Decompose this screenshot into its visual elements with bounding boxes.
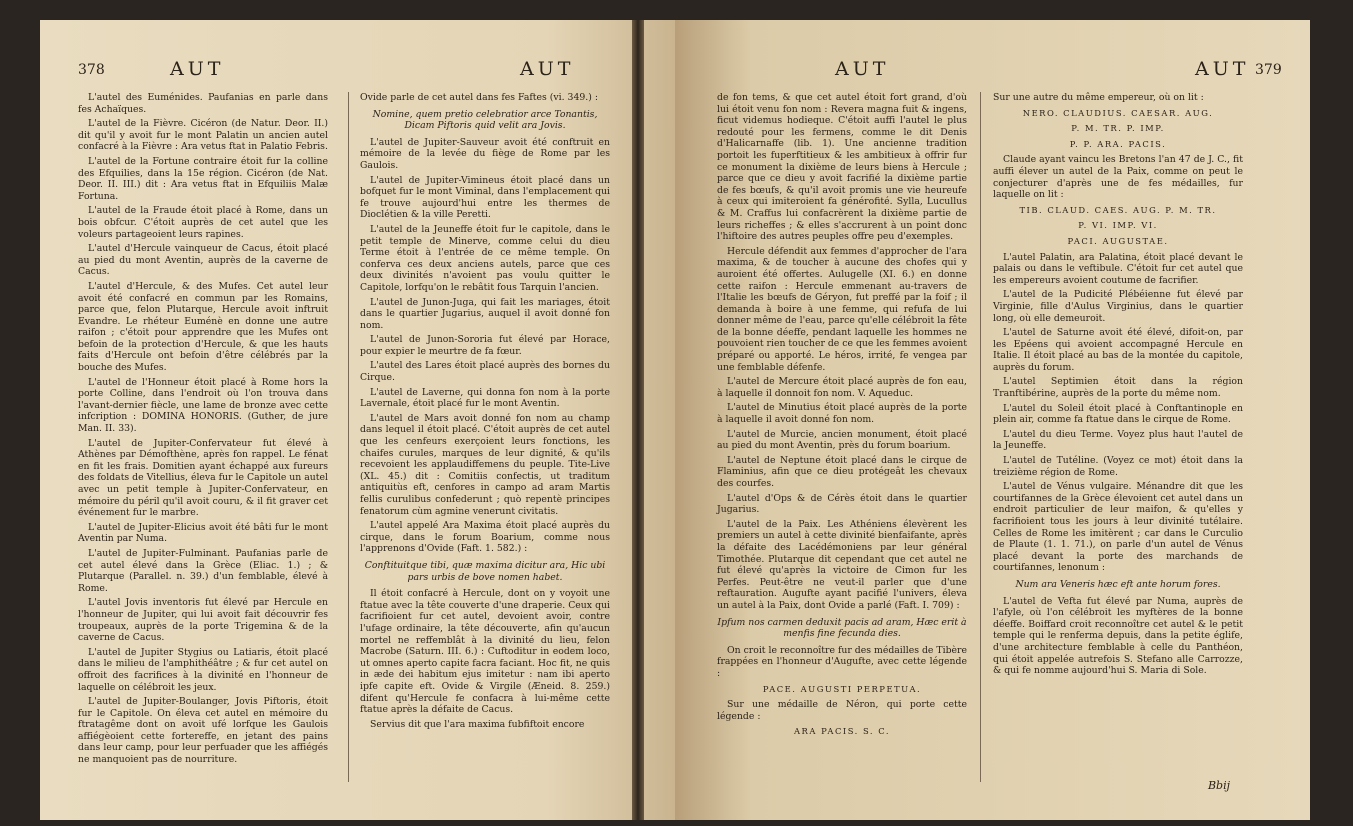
paragraph: L'autel des Euménides. Paufanias en parle dans fes Achaïques. (78, 92, 328, 115)
book-spread (40, 20, 1310, 820)
paragraph: Servius dit que l'ara maxima fubfiftoit encore (370, 718, 585, 730)
paragraph: L'autel Palatin, ara Palatina, étoit placé devant le palais ou dans le veftibule. C'étoit fur cet autel que les empereurs avoient coutume de facrifier. (993, 251, 1243, 286)
paragraph: de fon tems, & que cet autel étoit fort grand, d'où lui étoit venu fon nom : Revera magna fuit & ingens, ficut videmus hodieque. C'étoit auffi l'autel le plus redouté pour les fermens, comme le dit Denis d'Halicarnaffe (lib. 1). Une ancienne tradition portoit les fuperftitieux & les ambitieux à offrir fur ce monument la dixième de leurs biens à Hercule ; parce que ce dieu y avoit facrifié la dixième partie de fes bœufs, & qu'il avoit promis une vie heureufe à ceux qui imiteroient fa générofité. Sylla, Lucullus & M. Craffus lui confacrèrent la dixième partie de leurs richeffes ; & elles s'accrurent à un point donc l'hiftoire des autres peuples offre peu d'exemples. (717, 92, 967, 243)
paragraph: L'autel de la Fièvre. Cicéron (de Natur. Deor. II.) dit qu'il y avoit fur le mont Palatin un ancien autel confacré à la Fièvre : Ara vetus ftat in Palatio Febris. (78, 118, 328, 153)
verse-quote: Conftituitque tibi, quæ maxima dicitur ara, Hic ubi pars urbis de bove nomen habet. (364, 559, 606, 583)
paragraph: L'autel de Neptune étoit placé dans le cirque de Flaminius, afin que ce dieu protégeât les chevaux des courfes. (717, 454, 967, 489)
inscription: P. M. TR. P. IMP. (1071, 123, 1165, 134)
book-gutter (632, 20, 644, 820)
column-rule (980, 92, 981, 782)
running-head-word: AUT (1195, 58, 1250, 80)
inscription: TIB. CLAUD. CAES. AUG. P. M. TR. (1019, 204, 1217, 215)
paragraph: On croit le reconnoître fur des médailles de Tibère frappées en l'honneur d'Augufte, avec cette légende : (717, 644, 967, 679)
paragraph: L'autel de Jupiter-Vimineus étoit placé dans un bofquet fur le mont Viminal, dans l'emplacement qui fe trouve aujourd'hui entre les thermes de Dioclétien & la ville Peretti. (360, 174, 610, 221)
paragraph: L'autel d'Hercule vainqueur de Cacus, étoit placé au pied du mont Aventin, auprès de la caverne de Cacus. (78, 243, 328, 278)
paragraph: L'autel de la Paix. Les Athéniens élevèrent les premiers un autel à cette divinité bienfaifante, après la défaite des Lacédémoniens par leur général Timothée. Plutarque dit cependant que cet autel ne fut élevé qu'après la victoire de Cimon fur les Perfes. Peut-être ne veut-il parler que d'une reftauration. Augufte ayant pacifié l'univers, éleva un autel à la Paix, dont Ovide a parlé (Faft. I. 709) : (717, 518, 967, 611)
text-column (78, 92, 328, 769)
paragraph: L'autel de Minutius étoit placé auprès de la porte à laquelle il avoit donné fon nom. (717, 402, 967, 426)
signature-mark: Bbij (1207, 779, 1230, 792)
paragraph: L'autel de Vefta fut élevé par Numa, auprès de l'afyle, où l'on célébroit les myftères de la bonne déeffe. Boiffard croit reconnoître cet autel & le petit temple qui le renferma depuis, dans la petite églife, d'une architecture femblable à celle du Panthéon, qui étoit appelée autrefois S. Stefano alle Carrozze, & qui fe nomme aujourd'hui S. Maria di Sole. (993, 595, 1243, 677)
running-head-word: AUT (520, 58, 575, 80)
text-column (717, 92, 967, 742)
left-page (40, 20, 675, 820)
paragraph: Hercule défendit aux femmes d'approcher de l'ara maxima, & de toucher à aucune des chofes qui y auroient été offertes. Aulugelle (XI. 6.) en donne cette raifon : Hercule emmenant au-travers de l'Italie les bœufs de Géryon, fut preffé par la foif ; il demanda à boire à une femme, qui refufa de lui donner même de l'eau, parce qu'elle célébroit la fête de la bonne déeffe, pendant laquelle les hommes ne pouvoient rien toucher de ce que les femmes avoient préparé ou apporté. Le héros, irrité, fe vengea par une femblable défenfe. (717, 245, 967, 373)
paragraph: L'autel de Jupiter-Confervateur fut élevé à Athènes par Démofthène, après fon rappel. Le fénat en fit les frais. Domitien ayant échappé aux fureurs des foldats de Vitellius, éleva fur le Capitole un autel avec un petit temple à Jupiter-Confervateur, en mémoire du péril qu'il avoit couru, & il fit graver cet événement fur le marbre. (78, 437, 328, 519)
inscription: NERO. CLAUDIUS. CAESAR. AUG. (1022, 107, 1214, 118)
paragraph: L'autel de Murcie, ancien monument, étoit placé au pied du mont Aventin, près du forum boarium. (717, 428, 967, 452)
text-column (993, 92, 1243, 680)
paragraph: L'autel de Tutéline. (Voyez ce mot) étoit dans la treizième région de Rome. (993, 455, 1243, 478)
inscription: P. P. ARA. PACIS. (1069, 138, 1167, 149)
paragraph: Sur une médaille de Néron, qui porte cette légende : (717, 699, 967, 722)
paragraph: L'autel d'Ops & de Cérès étoit dans le quartier Jugarius. (717, 492, 967, 516)
paragraph: L'autel de Jupiter-Sauveur avoit été conftruit en mémoire de la levée du fiège de Rome par les Gaulois. (360, 136, 610, 171)
paragraph: Ovide parle de cet autel dans fes Faftes (vi. 349.) : (360, 92, 598, 103)
running-head (40, 58, 675, 88)
right-page (675, 20, 1310, 820)
inscription: P. VI. IMP. VI. (1078, 220, 1158, 231)
paragraph: L'autel de l'Honneur étoit placé à Rome hors la porte Colline, dans l'endroit où l'on trouva dans l'avant-dernier fiècle, une lame de bronze avec cette infcription : DOMINA HONORIS. (Guther, de jure Man. II. 33). (78, 376, 328, 435)
paragraph: L'autel de Jupiter-Elicius avoit été bâti fur le mont Aventin par Numa. (78, 521, 328, 545)
paragraph: L'autel Jovis inventoris fut élevé par Hercule en l'honneur de Jupiter, qui lui avoit fait découvrir fes troupeaux, auprès de la porte Trigemina & de la caverne de Cacus. (78, 597, 328, 644)
verse-quote: Ipfum nos carmen deduxit pacis ad aram, Hæc erit à menfis fine fecunda dies. (717, 616, 967, 640)
inscription: PACI. AUGUSTAE. (1067, 235, 1169, 246)
paragraph: L'autel de Junon-Sororia fut élevé par Horace, pour expier le meurtre de fa fœur. (360, 334, 610, 357)
paragraph: L'autel de Jupiter-Fulminant. Paufanias parle de cet autel élevé dans la Grèce (Eliac. 1.) ; & Plutarque (Parallel. n. 39.) d'un femblable, élevé à Rome. (78, 547, 328, 594)
paragraph: L'autel appelé Ara Maxima étoit placé auprès du cirque, dans le forum Boarium, comme nous l'apprenons d'Ovide (Faft. 1. 582.) : (360, 520, 610, 555)
paragraph: L'autel de la Pudicité Plébéienne fut élevé par Virginie, fille d'Aulus Virginius, dans le quartier long, où elle demeuroit. (993, 289, 1243, 324)
paragraph: L'autel Septimien étoit dans la région Tranftibérine, auprès de la porte du même nom. (993, 376, 1243, 400)
paragraph: L'autel du dieu Terme. Voyez plus haut l'autel de la Jeuneffe. (993, 428, 1243, 452)
paragraph: L'autel de Laverne, qui donna fon nom à la porte Lavernale, étoit placé fur le mont Aventin. (360, 386, 610, 410)
verse-quote: Nomine, quem pretio celebratior arce Tonantis, Dicam Piftoris quid velit ara Jovis. (372, 108, 598, 132)
inscription: PACE. AUGUSTI PERPETUA. (762, 683, 922, 694)
verse-quote: Num ara Veneris hæc eft ante horum fores. (1015, 578, 1221, 590)
paragraph: L'autel des Lares étoit placé auprès des bornes du Cirque. (360, 360, 610, 384)
paragraph: L'autel de la Fraude étoit placé à Rome, dans un bois obfcur. C'étoit auprès de cet autel que les voleurs partageoient leurs rapines. (78, 205, 328, 240)
paragraph: Il étoit confacré à Hercule, dont on y voyoit une ftatue avec la tête couverte d'une draperie. Ceux qui facrifioient fur cet autel, devoient avoir, contre l'ufage ordinaire, la tête découverte, afin qu'aucun mortel ne reffemblât à la divinité du lieu, felon Macrobe (Saturn. III. 6.) : Cuftoditur in eodem loco, ut omnes aperto capite facra faciant. Hoc fit, ne quis in æde dei habitum ejus imitetur : nam ibi aperto ipfe capite eft. Ovide & Virgile (Æneid. 8. 259.) difent qu'Hercule fe confacra à lui-même cette ftatue après la défaite de Cacus. (360, 588, 610, 716)
page-number: 379 (1255, 62, 1282, 78)
paragraph: L'autel de la Fortune contraire étoit fur la colline des Efquilies, dans la 15e région. Cicéron (de Nat. Deor. II. III.) dit : Ara vetus ftat in Efquiliis Malæ Fortuna. (78, 155, 328, 202)
paragraph: Claude ayant vaincu les Bretons l'an 47 de J. C., fit auffi élever un autel de la Paix, comme on peut le conjecturer d'après une de fes médailles, fur laquelle on lit : (993, 154, 1243, 201)
paragraph: L'autel de Mercure étoit placé auprès de fon eau, à laquelle il donnoit fon nom. V. Aqueduc. (717, 376, 967, 399)
running-head (675, 58, 1310, 88)
inscription: ARA PACIS. S. C. (794, 726, 890, 737)
paragraph: L'autel d'Hercule, & des Mufes. Cet autel leur avoit été confacré en commun par les Romains, parce que, felon Plutarque, Hercule avoit inftruit Evandre. Le rhéteur Euménè en donne une autre raifon ; c'étoit pour apprendre que les Mufes ont befoin de la protection d'Hercule, & que les hauts faits d'Hercule ont befoin d'être célébrés par la bouche des Mufes. (78, 280, 328, 374)
paragraph: L'autel du Soleil étoit placé à Conftantinople en plein air, comme fa ftatue dans le cirque de Rome. (993, 402, 1243, 426)
text-column (360, 92, 610, 733)
page-number: 378 (78, 62, 105, 78)
paragraph: L'autel de la Jeuneffe étoit fur le capitole, dans le petit temple de Minerve, comme celui du dieu Terme étoit à l'entrée de ce même temple. On conferva ces deux anciens autels, parce que ces deux divinités n'avoient pas voulu quitter le Capitole, lorfqu'on le rebâtit fous Tarquin l'ancien. (360, 223, 610, 293)
paragraph: L'autel de Jupiter Stygius ou Latiaris, étoit placé dans le milieu de l'amphithéâtre ; & fur cet autel on offroit des facrifices à la divinité en l'honneur de laquelle on célébroit les jeux. (78, 646, 328, 693)
running-head-word: AUT (835, 58, 890, 80)
paragraph: L'autel de Jupiter-Boulanger, Jovis Piftoris, étoit fur le Capitole. On éleva cet autel en mémoire du ftratagême dont on avoit ufé lorfque les Gaulois affiégèoient cette fortereffe, en jetant des pains dans leur camp, pour leur perfuader que les affiégés ne manquoient pas de nourriture. (78, 696, 328, 766)
paragraph: L'autel de Mars avoit donné fon nom au champ dans lequel il étoit placé. C'étoit auprès de cet autel que les cenfeurs exerçoient leurs fonctions, les chaifes curules, marques de leur dignité, & qu'ils recevoient les applaudiffemens du peuple. Tite-Live (XL. 45.) dit : Comitiis confectis, ut traditum antiquitùs eft, cenfores in campo ad aram Martis fellis curulibus confederunt ; quò repentè principes fenatorum cùm agmine venerunt civitatis. (360, 412, 610, 517)
paragraph: L'autel de Vénus vulgaire. Ménandre dit que les courtifannes de la Grèce élevoient cet autel dans un endroit particulier de leur maifon, & qu'elles y facrifioient tous les jours à leur divinité tutélaire. Celles de Rome les imitèrent ; car dans le Curculio de Plaute (1. 1. 71.), on parle d'un autel de Vénus placé devant la porte des marchands de courtifannes, lenonum : (993, 481, 1243, 574)
paragraph: Sur une autre du même empereur, où on lit : (993, 92, 1204, 103)
paragraph: L'autel de Saturne avoit été élevé, difoit-on, par les Epéens qui avoient accompagné Hercule en Italie. Il étoit placé au bas de la montée du capitole, auprès du forum. (993, 327, 1243, 373)
paragraph: L'autel de Junon-Juga, qui fait les mariages, étoit dans le quartier Jugarius, auquel il avoit donné fon nom. (360, 296, 610, 331)
running-head-word: AUT (170, 58, 225, 80)
column-rule (348, 92, 349, 782)
